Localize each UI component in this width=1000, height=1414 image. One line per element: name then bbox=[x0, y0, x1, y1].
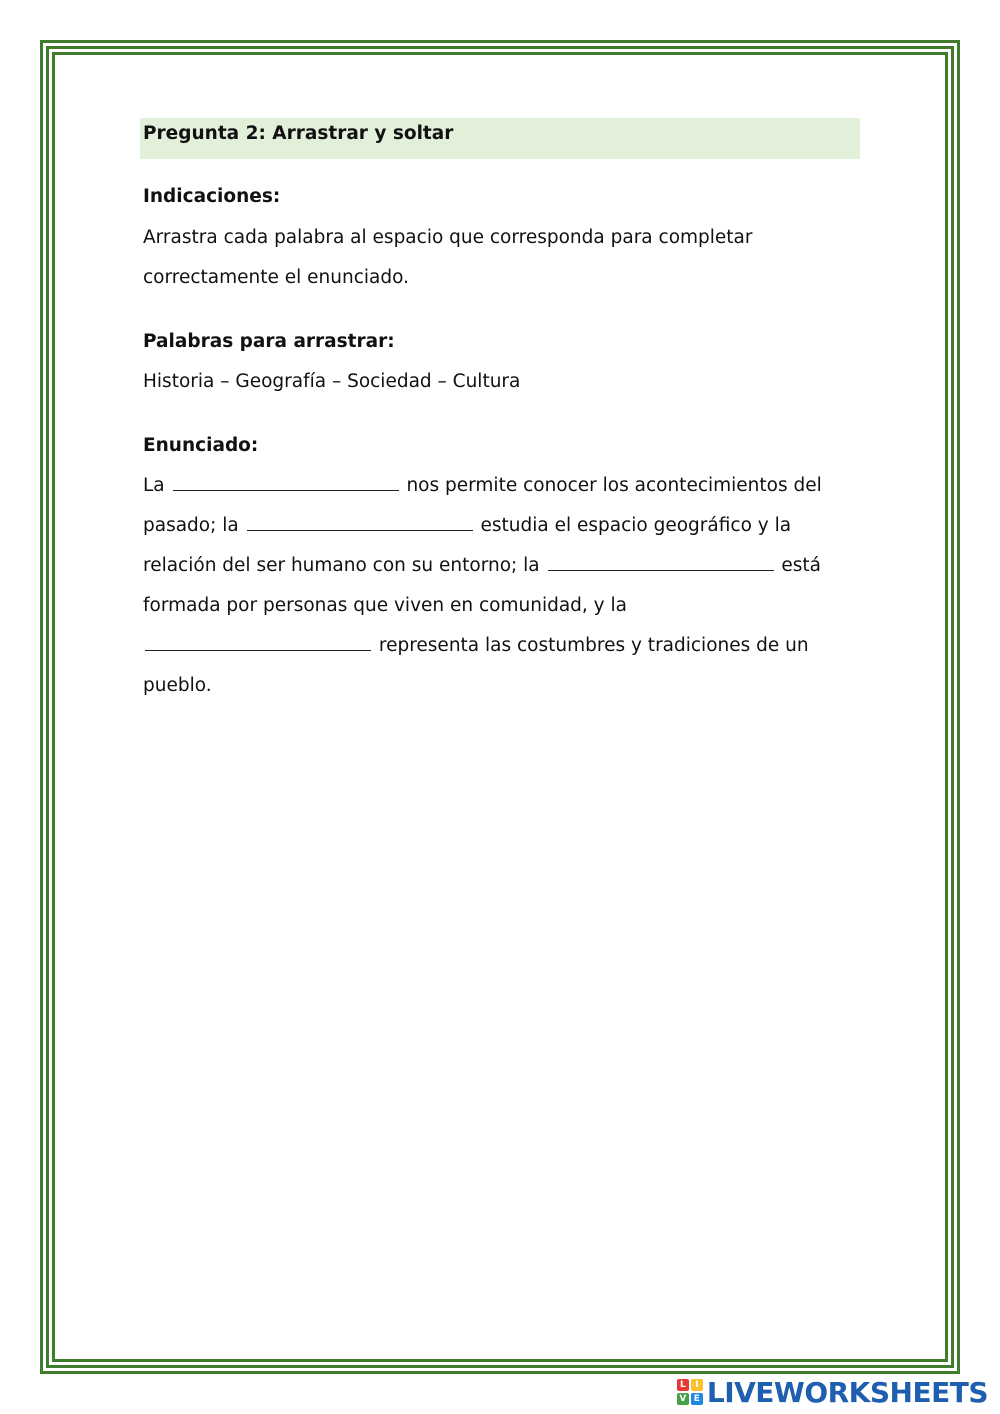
liveworksheets-logo-text: LIVEWORKSHEETS bbox=[706, 1375, 988, 1409]
liveworksheets-logo-icon: L I V E bbox=[677, 1379, 703, 1405]
words-heading: Palabras para arrastrar: bbox=[143, 331, 395, 352]
statement-part-2: nos permite conocer los acontecimientos del pasado; la bbox=[143, 475, 822, 536]
statement-heading: Enunciado: bbox=[143, 435, 259, 456]
drop-zone-3[interactable] bbox=[548, 550, 774, 571]
drop-zone-2[interactable] bbox=[247, 510, 473, 531]
statement-part-5: representa las costumbres y tradiciones de un pueblo. bbox=[143, 635, 809, 696]
statement-part-4: está formada por personas que viven en comunidad, y la bbox=[143, 555, 822, 616]
liveworksheets-logo bbox=[677, 1376, 988, 1408]
drop-zone-1[interactable] bbox=[173, 470, 399, 491]
statement-part-3: estudia el espacio geográfico y la relación del ser humano con su entorno; la bbox=[143, 515, 792, 576]
question-title: Pregunta 2: Arrastrar y soltar bbox=[143, 123, 454, 144]
instructions-text: Arrastra cada palabra al espacio que corresponda para completar correctamente el enunciado. bbox=[143, 227, 753, 288]
instructions-heading: Indicaciones: bbox=[143, 186, 281, 207]
statement-text bbox=[143, 466, 861, 706]
statement-part-1: La bbox=[143, 475, 165, 496]
drop-zone-4[interactable] bbox=[145, 630, 371, 651]
words-list: Historia – Geografía – Sociedad – Cultura bbox=[143, 371, 521, 392]
